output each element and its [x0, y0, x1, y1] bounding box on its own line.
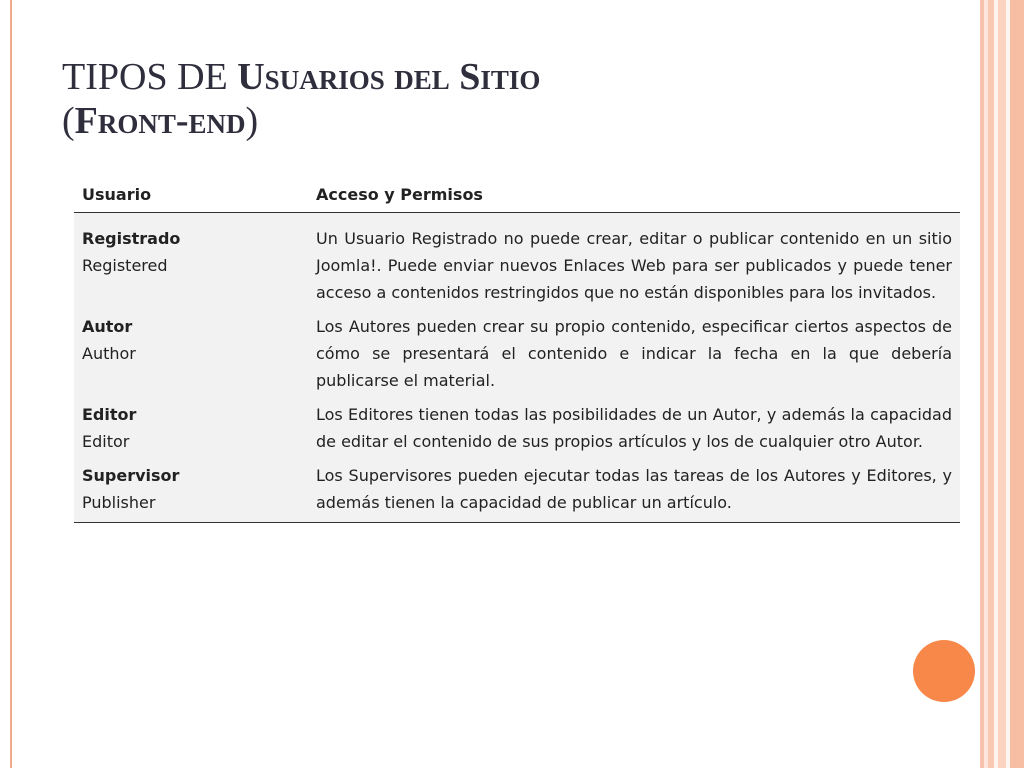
slide-title	[62, 55, 822, 143]
decorative-orange-circle	[913, 640, 975, 702]
user-type-name: Supervisor	[82, 466, 180, 485]
permissions-cell	[308, 397, 960, 458]
title-part: (	[62, 100, 75, 142]
right-decorative-stripe	[998, 0, 1006, 768]
column-header-access: Acceso y Permisos	[308, 178, 960, 213]
title-part: TIPOS DE	[62, 56, 238, 98]
permissions-description: Los Supervisores pueden ejecutar todas las tareas de los Autores y Editores, y además tienen la capacidad de publicar un artículo.	[316, 466, 952, 512]
user-type-english: Editor	[82, 432, 130, 451]
user-cell	[74, 213, 308, 310]
user-cell	[74, 458, 308, 523]
table-header-row	[74, 178, 960, 213]
permissions-description: Un Usuario Registrado no puede crear, editar o publicar contenido en un sitio Joomla!. Puede enviar nuevos Enlaces Web para ser publicados y puede tener acceso a contenidos restringidos que no están disponibles para los invitados.	[316, 229, 952, 302]
user-type-english: Publisher	[82, 493, 156, 512]
permissions-cell	[308, 213, 960, 310]
user-type-english: Author	[82, 344, 136, 363]
user-cell	[74, 397, 308, 458]
user-type-name: Editor	[82, 405, 137, 424]
user-permissions-table	[74, 178, 960, 523]
user-type-name: Registrado	[82, 229, 181, 248]
table-row	[74, 458, 960, 523]
permissions-cell	[308, 458, 960, 523]
title-part-smallcaps: Usuarios del Sitio	[237, 56, 541, 98]
user-cell	[74, 309, 308, 397]
permissions-cell	[308, 309, 960, 397]
left-border-line	[10, 0, 12, 768]
right-decorative-stripe	[1010, 0, 1024, 768]
column-header-user: Usuario	[74, 178, 308, 213]
user-type-english: Registered	[82, 256, 168, 275]
title-part-smallcaps: Front-end	[74, 100, 246, 142]
table-row	[74, 397, 960, 458]
permissions-description: Los Autores pueden crear su propio contenido, especificar ciertos aspectos de cómo se presentará el contenido e indicar la fecha en la que debería publicarse el material.	[316, 317, 952, 390]
user-type-name: Autor	[82, 317, 133, 336]
table-row	[74, 213, 960, 310]
title-part: )	[245, 100, 259, 142]
permissions-description: Los Editores tienen todas las posibilidades de un Autor, y además la capacidad de editar el contenido de sus propios artículos y los de cualquier otro Autor.	[316, 405, 952, 451]
table-row	[74, 309, 960, 397]
